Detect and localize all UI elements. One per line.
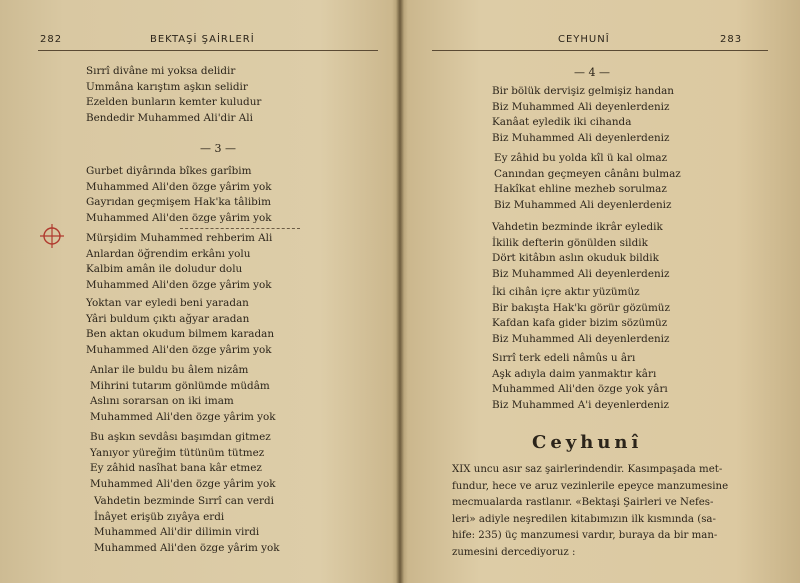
verse-line: Biz Muhammed Ali deyenlerdeniz	[494, 198, 672, 211]
verse-line: Vahdetin bezminde Sırrî can verdi	[94, 495, 274, 507]
verse-line: Kafdan kafa gider bizim sözümüz	[492, 317, 668, 329]
verse-line: Biz Muhammed Ali deyenlerdeniz	[492, 100, 670, 113]
verse-line: İki cihân içre aktır yüzümüz	[492, 286, 640, 298]
verse-line: Ey zâhid nasîhat bana kâr etmez	[90, 462, 262, 474]
verse-line: Ben aktan okudum bilmem karadan	[86, 328, 275, 340]
pencil-stroke	[180, 228, 300, 230]
verse-line: Canından geçmeyen cânânı bulmaz	[494, 167, 681, 180]
prose-line: leri» adiyle neşredilen kitabımızın ilk kısmında (sa-	[452, 513, 716, 525]
verse-line: Bir bölük dervişiz gelmişiz handan	[492, 85, 674, 97]
left-stanza-2	[86, 231, 272, 293]
verse-line: Gurbet diyârında bîkes garîbim	[86, 165, 252, 177]
right-header-rule	[432, 50, 768, 51]
left-header-rule	[38, 50, 378, 51]
right-stanza-2	[494, 151, 681, 213]
verse-line: Sırrî terk edeli nâmûs u ârı	[492, 352, 636, 364]
verse-line: Muhammed Ali'den özge yârim yok	[86, 278, 272, 291]
left-page	[0, 0, 398, 583]
left-page-number: 282	[40, 34, 63, 45]
verse-line: Ummâna karıştım aşkın selidir	[86, 80, 248, 93]
prose-line: mecmualarda rastlanır. «Bektaşi Şairleri ve Nefes-	[452, 497, 714, 508]
verse-line: Aslını sorarsan on iki imam	[90, 395, 234, 407]
verse-line: Hakîkat ehline mezheb sorulmaz	[494, 183, 667, 195]
verse-line: İnâyet erişüb zıyâya erdi	[94, 510, 225, 523]
verse-line: Biz Muhammed Ali deyenlerdeniz	[492, 267, 670, 280]
verse-line: Gayrıdan geçmişem Hak'ka tâlibim	[86, 196, 271, 208]
prose-line: XIX uncu asır saz şairlerindendir. Kasımpaşada met-	[452, 464, 723, 475]
verse-line: Ezelden bunların kemter kuludur	[86, 96, 262, 108]
left-stanza-5	[90, 430, 276, 492]
verse-line: Yanıyor yüreğim tütünüm tütmez	[90, 446, 265, 459]
left-stanza-6	[94, 494, 280, 556]
verse-line: Sırrî divâne mi yoksa delidir	[86, 65, 236, 77]
verse-line: Biz Muhammed A'i deyenlerdeniz	[492, 398, 669, 411]
verse-line: Biz Muhammed Ali deyenlerdeniz	[492, 131, 670, 144]
poet-title: Ceyhunî	[532, 432, 643, 453]
verse-line: Muhammed Ali'den özge yârim yok	[90, 477, 276, 490]
left-stanza-4	[90, 363, 276, 425]
right-page	[402, 0, 800, 583]
verse-line: Muhammed Ali'den özge yârim yok	[86, 343, 272, 356]
verse-line: Vahdetin bezminde ikrâr eyledik	[492, 221, 663, 233]
verse-line: Muhammed Ali'den özge yok yârı	[492, 383, 668, 395]
verse-line: Muhammed Ali'den özge yârim yok	[90, 410, 276, 423]
right-stanza-4	[492, 285, 670, 347]
left-section-number: — 3 —	[200, 142, 236, 155]
right-stanza-3	[492, 220, 669, 282]
verse-line: Yoktan var eyledi beni yaradan	[86, 297, 249, 309]
left-running-head: BEKTAŞİ ŞAİRLERİ	[150, 34, 255, 45]
prose-line: fundur, hece ve aruz vezinlerile epeyce manzumesine	[452, 480, 729, 492]
verse-line: Mihrini tutarım gönlümde müdâm	[90, 379, 270, 392]
verse-line: Kalbim amân ile doludur dolu	[86, 263, 243, 275]
prose-line: zumesini dercediyoruz :	[452, 546, 576, 558]
right-stanza-5	[492, 351, 669, 413]
verse-line: Ey zâhid bu yolda kîl ü kal olmaz	[494, 152, 668, 164]
right-page-number: 283	[720, 34, 743, 45]
verse-line: Yâri buldum çıktı ağyar aradan	[86, 312, 250, 325]
verse-line: Biz Muhammed Ali deyenlerdeniz	[492, 332, 670, 345]
verse-line: Mürşidim Muhammed rehberim Ali	[86, 232, 273, 244]
left-stanza-3	[86, 296, 274, 358]
right-section-number: — 4 —	[574, 66, 610, 79]
prose-line: hife: 235) üç manzumesi vardır, buraya da bir man-	[452, 530, 718, 541]
right-running-head: CEYHUNÎ	[558, 34, 610, 45]
verse-line: Bu aşkın sevdâsı başımdan gitmez	[90, 431, 271, 443]
verse-line: Bir bakışta Hak'kı görür gözümüz	[492, 301, 670, 314]
verse-line: Muhammed Ali'dir dilimin virdi	[94, 526, 260, 538]
left-stanza-1	[86, 164, 272, 226]
verse-line: Aşk adıyla daim yanmaktır kârı	[492, 367, 657, 380]
poet-biography	[452, 462, 728, 561]
verse-line: Bendedir Muhammed Ali'dir Ali	[86, 111, 253, 124]
verse-line: Muhammed Ali'den özge yârim yok	[94, 541, 280, 554]
verse-line: İkilik defterin gönülden sildik	[492, 236, 648, 249]
verse-line: Anlardan öğrendim erkânı yolu	[86, 247, 251, 260]
verse-line: Anlar ile buldu bu âlem nizâm	[90, 364, 249, 376]
left-stanza-a	[86, 64, 261, 126]
verse-line: Kanâat eyledik iki cihanda	[492, 116, 632, 128]
right-stanza-1	[492, 84, 674, 146]
red-pencil-mark-icon	[38, 222, 66, 250]
verse-line: Muhammed Ali'den özge yârim yok	[86, 211, 272, 224]
verse-line: Dört kitâbın aslın okuduk bildik	[492, 252, 659, 264]
verse-line: Muhammed Ali'den özge yârim yok	[86, 180, 272, 193]
